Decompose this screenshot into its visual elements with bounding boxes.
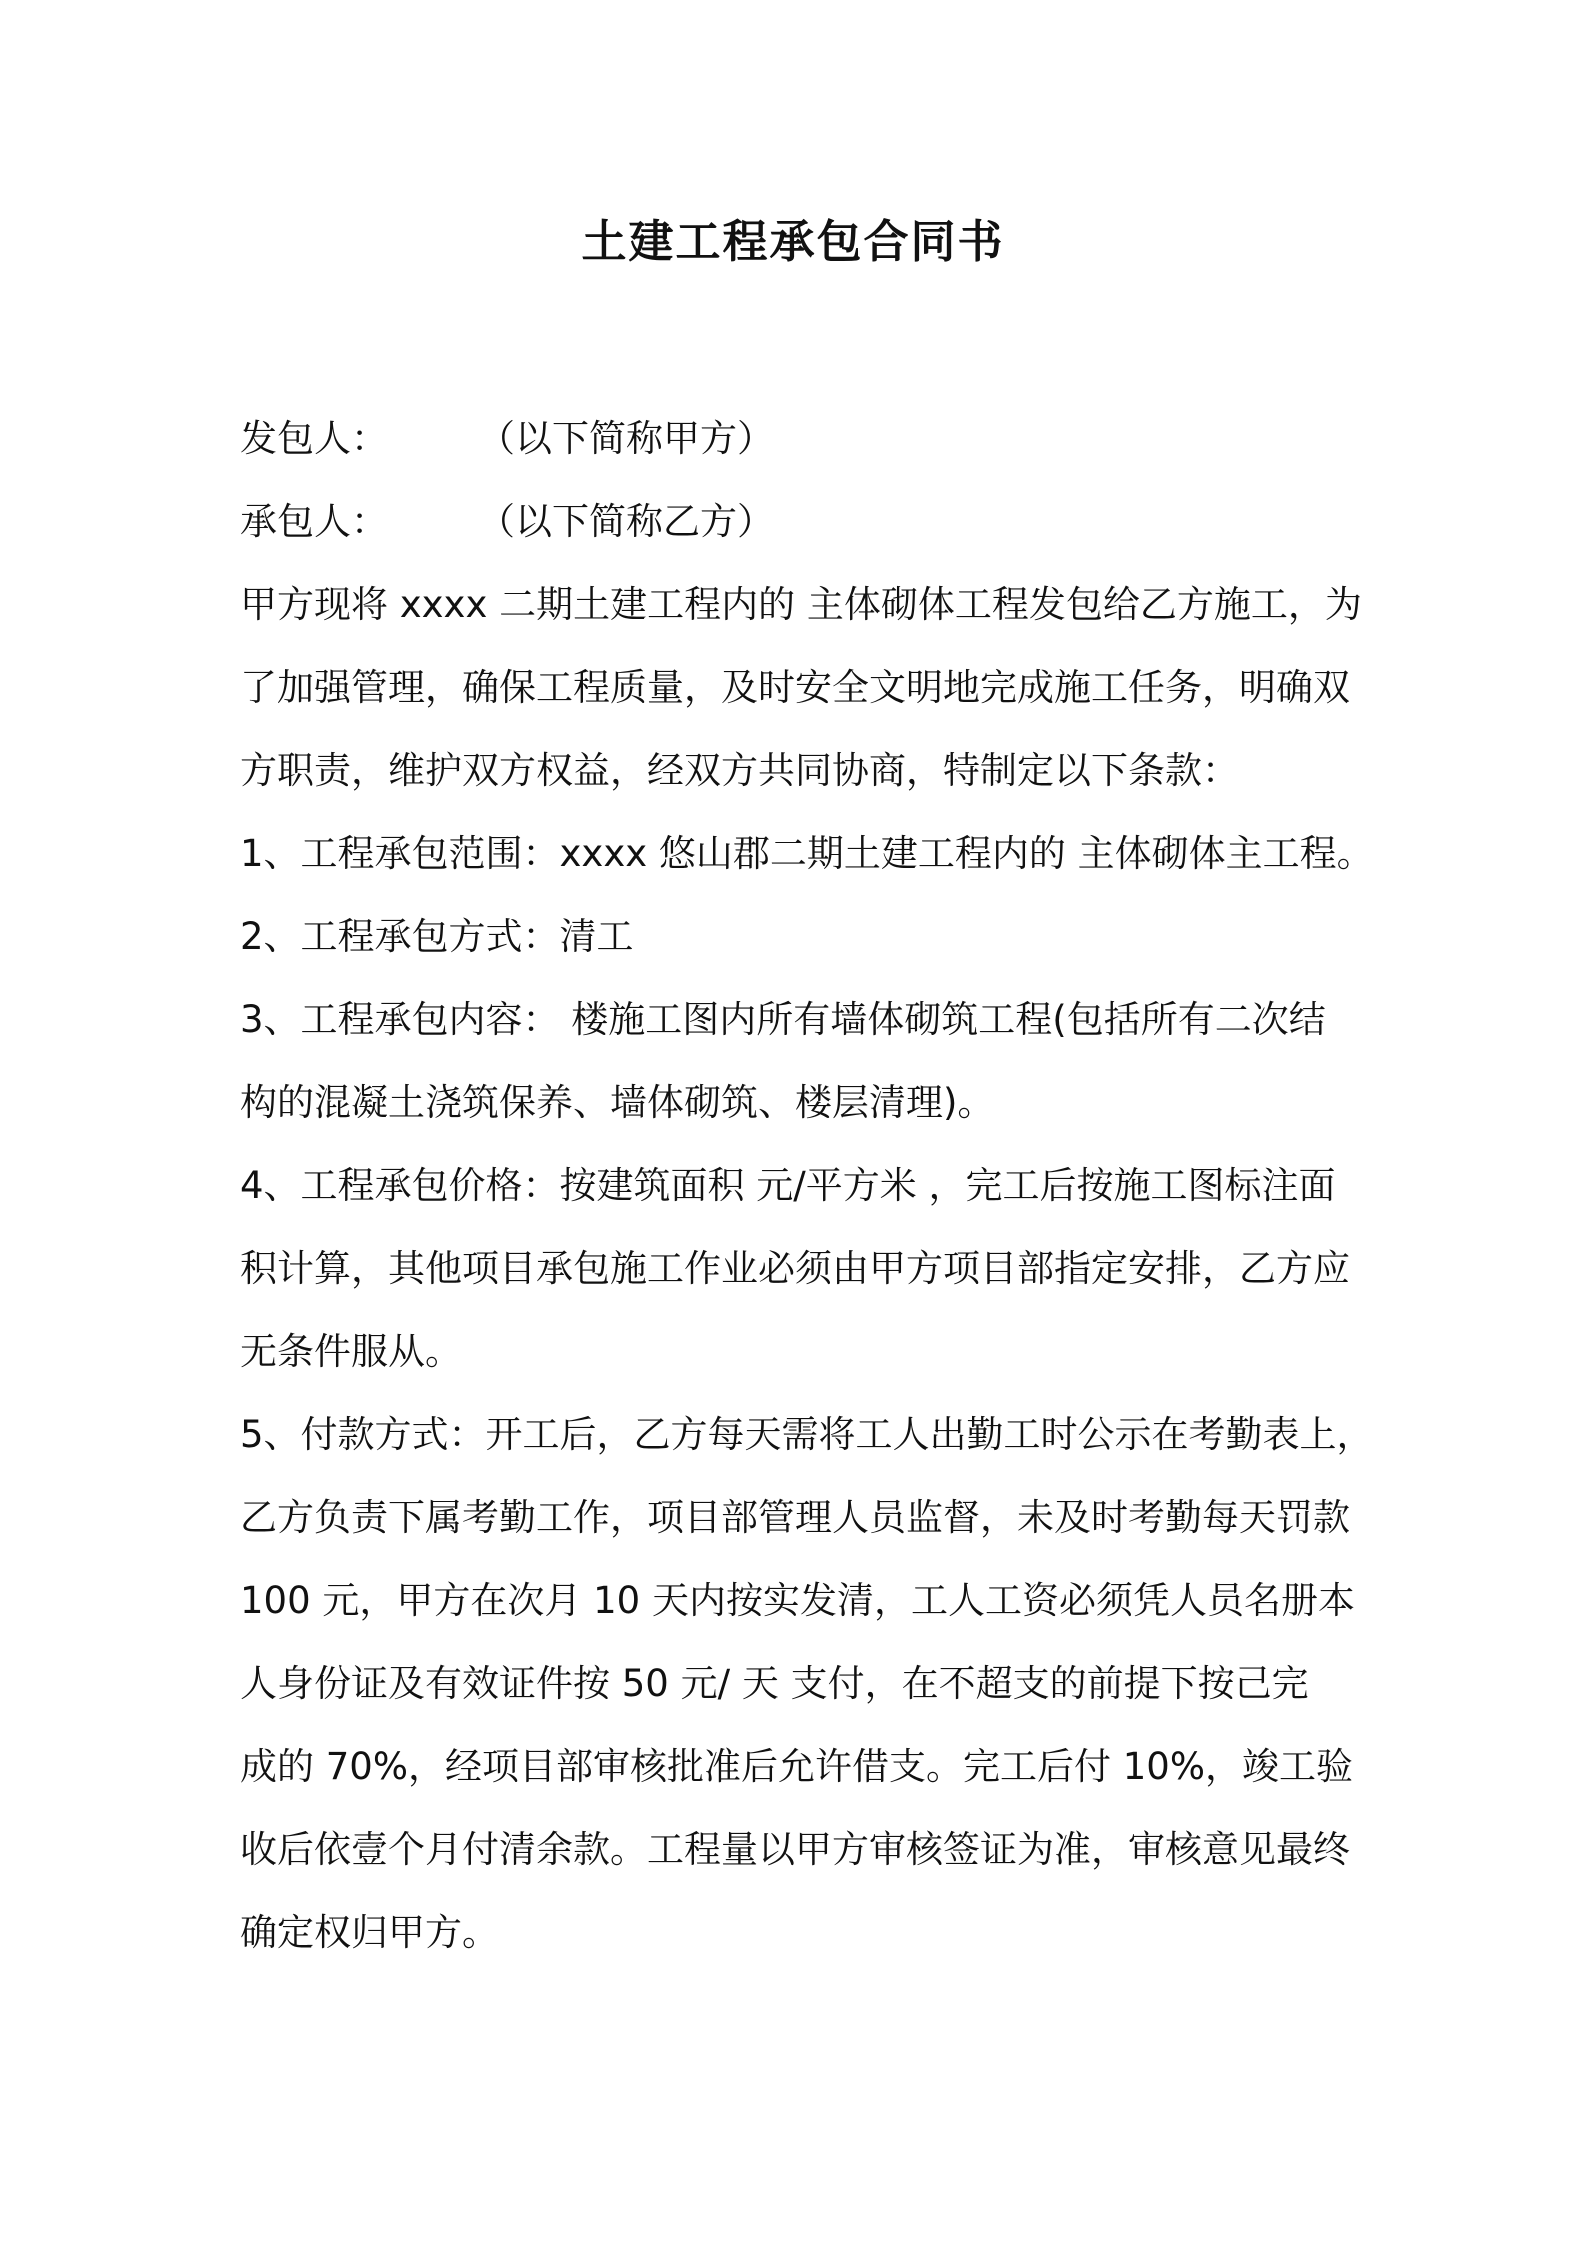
body-line: 方职责，维护双方权益，经双方共同协商，特制定以下条款： [240,749,1239,792]
clause-5-line: 乙方负责下属考勤工作，项目部管理人员监督，未及时考勤每天罚款 [240,1496,1350,1539]
party-a-line [240,397,1380,480]
clause-5-line: 成的 70%，经项目部审核批准后允许借支。完工后付 10%，竣工验 [240,1745,1353,1788]
clause-5-line: 人身份证及有效证件按 50 元/ 天 支付，在不超支的前提下按己完 [240,1662,1309,1705]
clause-1-line: 1、工程承包范围：xxxx 悠山郡二期土建工程内的 主体砌体主工程。 [240,832,1374,875]
clause-4-line: 无条件服从。 [240,1330,462,1373]
clause-2-line: 2、工程承包方式：清工 [240,915,634,958]
clause-3-line: 构的混凝土浇筑保养、墙体砌筑、楼层清理)。 [240,1081,995,1124]
party-b-label: 承包人： [240,500,388,543]
clause-5-line: 5、付款方式：开工后，乙方每天需将工人出勤工时公示在考勤表上， [240,1413,1374,1456]
clause-3-line: 3、工程承包内容： 楼施工图内所有墙体砌筑工程(包括所有二次结 [240,998,1326,1041]
clause-4-line: 积计算，其他项目承包施工作业必须由甲方项目部指定安排，乙方应 [240,1247,1350,1290]
body-line: 了加强管理，确保工程质量，及时安全文明地完成施工任务，明确双 [240,666,1350,709]
clause-4-line: 4、工程承包价格：按建筑面积 元/平方米 ，完工后按施工图标注面 [240,1164,1336,1207]
document-title: 土建工程承包合同书 [581,215,1005,268]
clause-5-line: 收后依壹个月付清余款。工程量以甲方审核签证为准，审核意见最终 [240,1828,1350,1871]
clause-5-line: 确定权归甲方。 [240,1911,499,1954]
party-a-note: （以下简称甲方） [478,417,774,460]
body-line: 甲方现将 xxxx 二期土建工程内的 主体砌体工程发包给乙方施工，为 [240,583,1362,626]
party-b-note: （以下简称乙方） [478,500,774,543]
clause-5-line: 100 元，甲方在次月 10 天内按实发清，工人工资必须凭人员名册本 [240,1579,1355,1622]
document-body [240,397,1380,1974]
party-b-line [240,480,1380,563]
party-a-label: 发包人： [240,417,388,460]
